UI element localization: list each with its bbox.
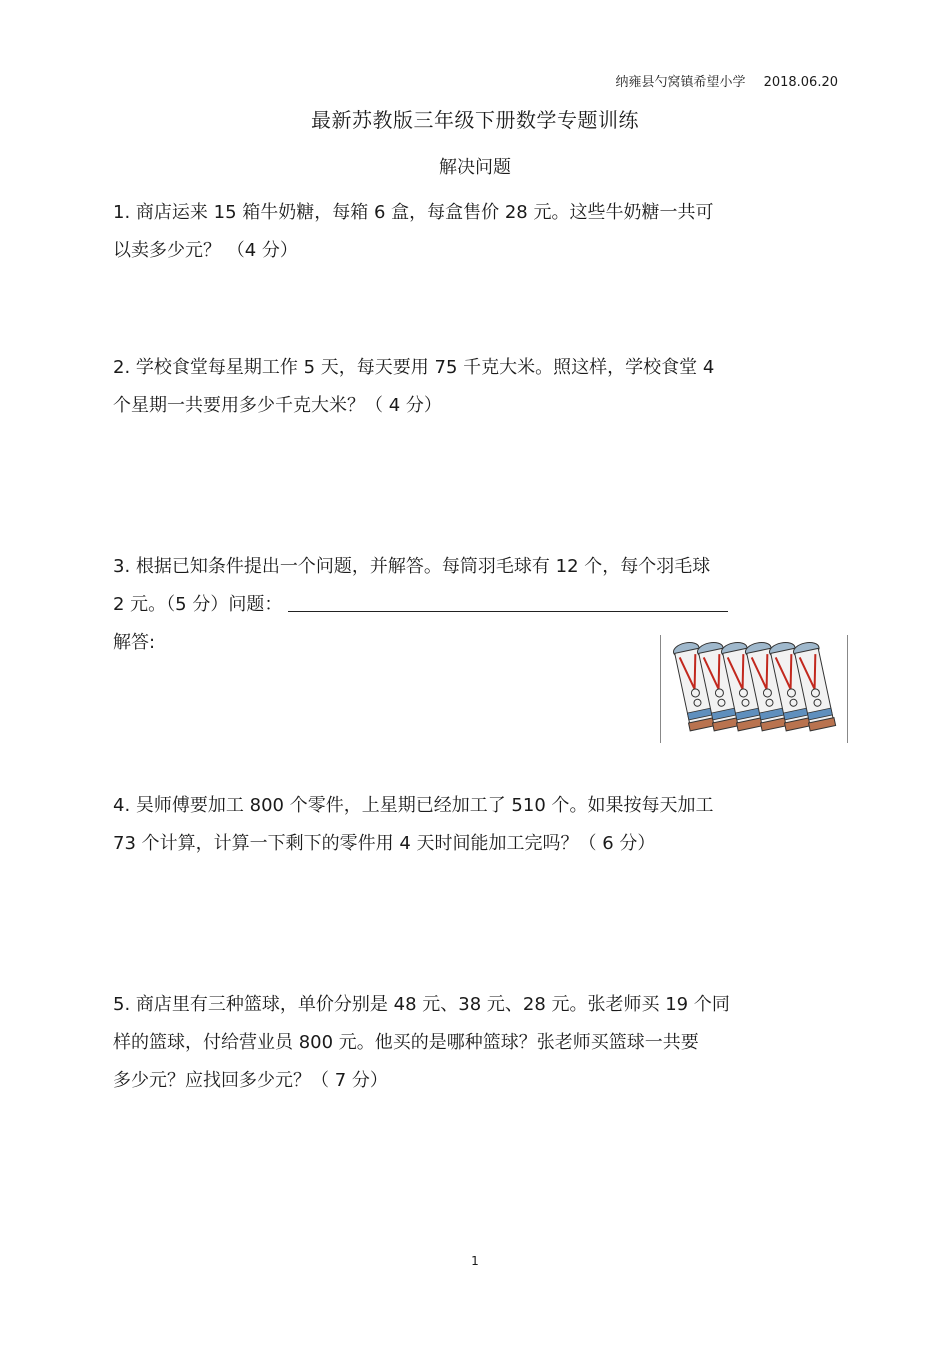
question-line: 5. 商店里有三种篮球，单价分别是 48 元、38 元、28 元。张老师买 19 个同 xyxy=(113,994,730,1015)
question-2 xyxy=(113,349,841,425)
question-line: 3. 根据已知条件提出一个问题，并解答。每筒羽毛球有 12 个，每个羽毛球 xyxy=(113,556,711,577)
question-line: 多少元？应找回多少元？（ 7 分） xyxy=(113,1070,388,1091)
question-line: 样的篮球，付给营业员 800 元。他买的是哪种篮球？张老师买篮球一共要 xyxy=(113,1032,699,1053)
question-line: 73 个计算，计算一下剩下的零件用 4 天时间能加工完吗？（ 6 分） xyxy=(113,833,656,854)
answer-label: 解答: xyxy=(113,632,156,653)
question-text: 2 元。（5 分）问题： xyxy=(113,594,283,615)
question-line: 个星期一共要用多少千克大米？（ 4 分） xyxy=(113,395,442,416)
badminton-shuttlecock-tubes-icon xyxy=(660,635,848,743)
header-date: 2018.06.20 xyxy=(763,75,838,90)
question-line: 4. 吴师傅要加工 800 个零件，上星期已经加工了 510 个。如果按每天加工 xyxy=(113,795,714,816)
question-line-with-blank xyxy=(113,586,841,624)
question-line: 1. 商店运来 15 箱牛奶糖，每箱 6 盒，每盒售价 28 元。这些牛奶糖一共可 xyxy=(113,202,714,223)
question-4 xyxy=(113,787,841,863)
document-subtitle: 解决问题 xyxy=(439,157,511,178)
school-name: 纳雍县勺窝镇希望小学 xyxy=(615,75,746,90)
page-number: 1 xyxy=(471,1254,479,1268)
page-header xyxy=(616,71,838,90)
question-line: 2. 学校食堂每星期工作 5 天，每天要用 75 千克大米。照这样，学校食堂 4 xyxy=(113,357,715,378)
question-5 xyxy=(113,986,841,1100)
question-1 xyxy=(113,194,841,270)
shuttlecock-tubes-drawing xyxy=(661,635,847,743)
document-title: 最新苏教版三年级下册数学专题训练 xyxy=(311,108,639,132)
answer-blank[interactable] xyxy=(288,591,728,612)
question-line: 以卖多少元？ （4 分） xyxy=(113,240,298,261)
